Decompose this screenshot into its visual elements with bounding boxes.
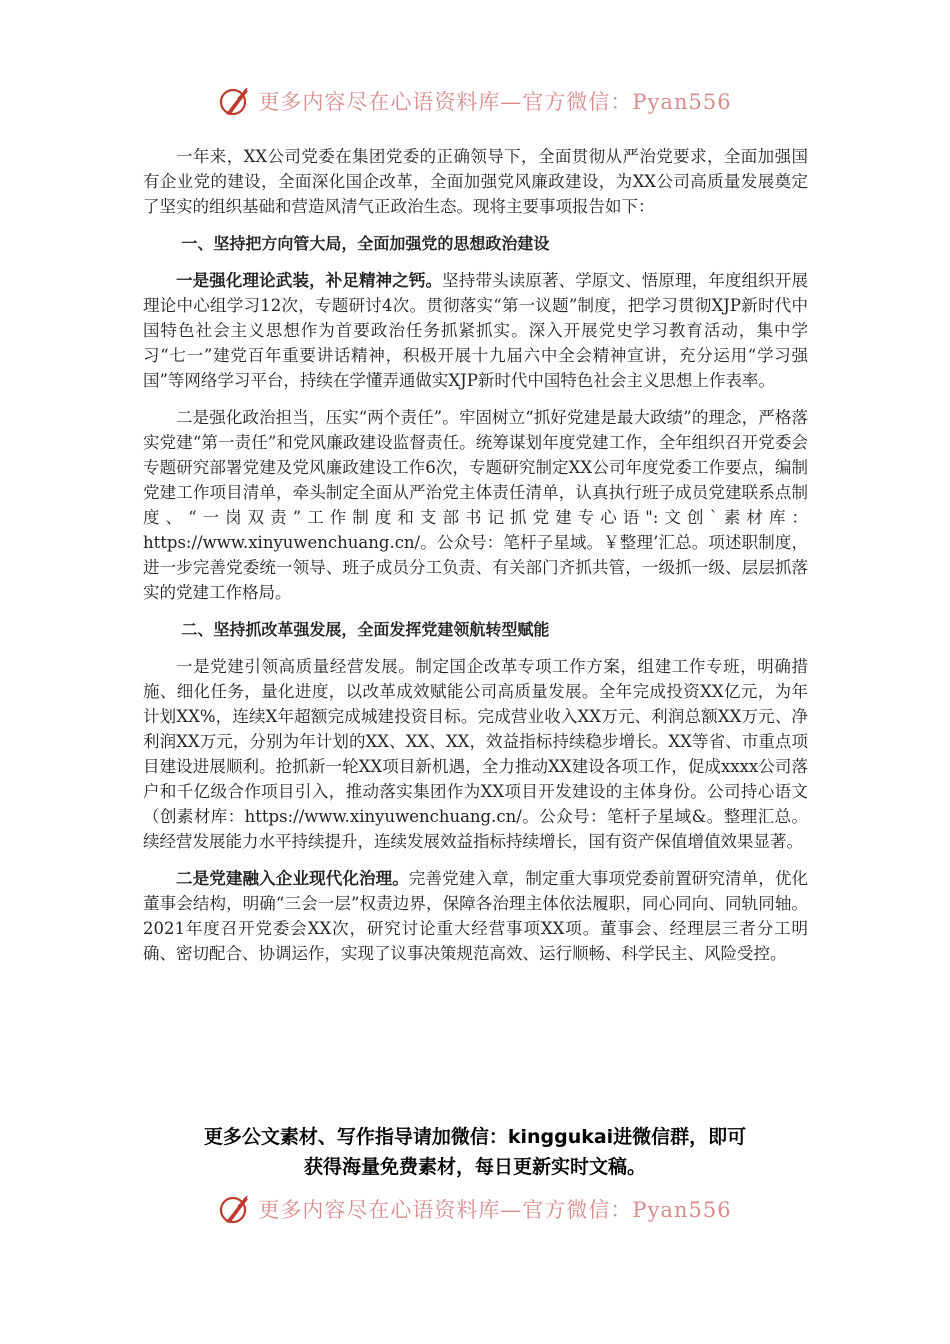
paragraph-lead: 一是强化理论武装，补足精神之钙。	[176, 271, 443, 290]
paragraph-text: 完善党建入章，制定重大事项党委前置研究清单，优化董事会结构，明确“三会一层”权责边界，保障各治理主体依法履职，同心同向、同轨同轴。2021年度召开党委会XX次，研究讨论重大经营事项XX项。董事会、经理层三者分工明确、密切配合、协调运作，实现了议事决策规范高效、运行顺畅、科学民主、风险受控。	[143, 869, 809, 963]
watermark-text: 更多内容尽在心语资料库—官方微信：Pyan556	[258, 90, 732, 114]
paragraph-lead: 二是党建融入企业现代化治理。	[176, 869, 409, 888]
quill-logo-icon	[218, 84, 252, 118]
quill-logo-icon	[218, 1192, 252, 1226]
watermark-header	[0, 84, 950, 118]
promo-line-1: 更多公文素材、写作指导请加微信：kinggukai进微信群，即可	[203, 1126, 747, 1148]
intro-paragraph: 一年来，XX公司党委在集团党委的正确领导下，全面贯彻从严治党要求，全面加强国有企业党的建设，全面深化国企改革，全面加强党风廉政建设，为XX公司高质量发展奠定了坚实的组织基础和营造风清气正政治生态。现将主要事项报告如下：	[143, 147, 808, 216]
paragraph-text: 坚持带头读原著、学原文、悟原理，年度组织开展理论中心组学习12次，专题研讨4次。贯彻落实“第一议题”制度，把学习贯彻XJP新时代中国特色社会主义思想作为首要政治任务抓紧抓实。深入开展党史学习教育活动，集中学习“七一”建党百年重要讲话精神，积极开展十九届六中全会精神宣讲，充分运用“学习强国”等网络学习平台，持续在学懂弄通做实XJP新时代中国特色社会主义思想上作表率。	[143, 271, 809, 390]
watermark-footer	[0, 1192, 950, 1226]
paragraph-governance	[143, 866, 808, 966]
promo-banner	[100, 1122, 850, 1182]
section-heading-2: 二、坚持抓改革强发展，全面发挥党建领航转型赋能	[181, 620, 550, 639]
report-body	[143, 144, 808, 966]
promo-line-2: 获得海量免费素材，每日更新实时文稿。	[303, 1156, 646, 1178]
watermark-text: 更多内容尽在心语资料库—官方微信：Pyan556	[258, 1198, 732, 1222]
paragraph-theory	[143, 268, 808, 393]
paragraph-development: 一是党建引领高质量经营发展。制定国企改革专项工作方案，组建工作专班，明确措施、细化任务，量化进度，以改革成效赋能公司高质量发展。全年完成投资XX亿元，为年计划XX%，连续X年超额完成城建投资目标。完成营业收入XX万元、利润总额XX万元、净利润XX万元，分别为年计划的XX、XX、XX，效益指标持续稳步增长。XX等省、市重点项目建设进展顺利。抢抓新一轮XX项目新机遇，全力推动XX建设各项工作，促成xxxx公司落户和千亿级合作项目引入，推动落实集团作为XX项目开发建设的主体身份。公司持心语文（创素材库：https://www.xinyuwenchuang.cn/。公众号：笔杆子星域&。整理汇总。续经营发展能力水平持续提升，连续发展效益指标持续增长，国有资产保值增值效果显著。	[143, 657, 808, 851]
section-heading-1: 一、坚持把方向管大局，全面加强党的思想政治建设	[181, 234, 550, 253]
paragraph-responsibility: 二是强化政治担当，压实“两个责任”。牢固树立“抓好党建是最大政绩”的理念，严格落实党建“第一责任”和党风廉政建设监督责任。统筹谋划年度党建工作，全年组织召开党委会专题研究部署党建及党风廉政建设工作6次，专题研究制定XX公司年度党委工作要点，编制党建工作项目清单，牵头制定全面从严治党主体责任清单，认真执行班子成员党建联系点制度、“一岗双责”工作制度和支部书记抓党建专心语":文创`素材库：https://www.xinyuwenchuang.cn/。公众号：笔杆子星域。￥整理’汇总。项述职制度，进一步完善党委统一领导、班子成员分工负责、有关部门齐抓共管，一级抓一级、层层抓落实的党建工作格局。	[143, 408, 808, 602]
